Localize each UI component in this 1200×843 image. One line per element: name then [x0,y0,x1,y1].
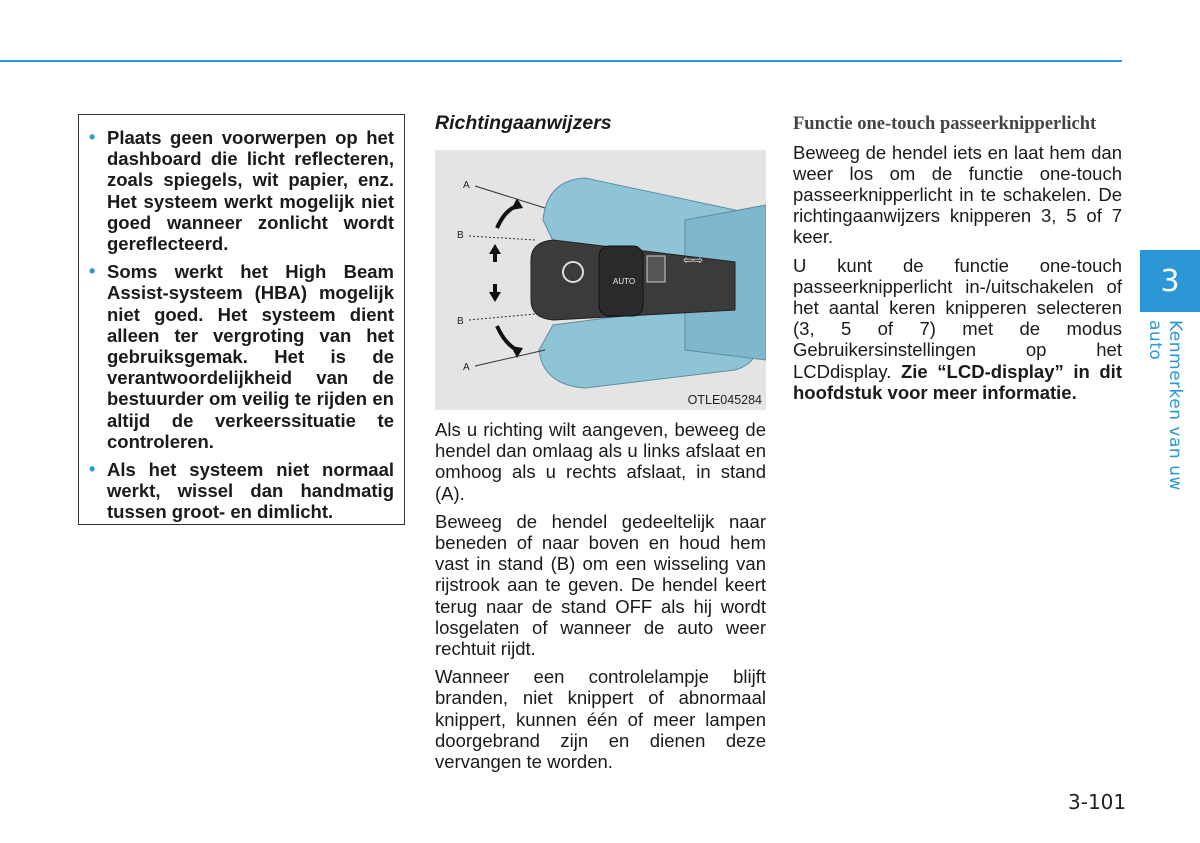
page-number: 3-101 [1068,790,1127,814]
label-a-top: A [463,180,470,191]
warning-item [89,261,394,452]
middle-column [435,112,766,779]
up-arrow-icon [489,244,501,254]
body-paragraph: Als u richting wilt aangeven, beweeg de hendel dan omlaag als u links afslaat en omhoog als u rechts afslaat, in stand (A). [435,419,766,504]
curve-up-arrowhead-icon [511,198,523,210]
auto-switch [647,256,665,282]
cross-reference: Zie “LCD-display” in dit hoofdstuk voor meer informatie. [793,360,1122,403]
chapter-label: Kenmerken van uw auto [1145,320,1185,491]
subsection-title: Functie one-touch passeerknipperlicht [793,114,1097,134]
auto-label: AUTO [613,277,636,286]
right-column [793,114,1122,410]
leader-b-bottom [469,314,535,320]
chapter-tab [1140,250,1200,312]
warning-item-text: Plaats geen voorwerpen op het dashboard die licht reflecteren, zoals spiegels, wit papier, enz. Het systeem werkt mogelijk niet goed wanneer zonlicht wordt gereflecteerd. [107,127,394,255]
paragraph-text: U kunt de functie one-touch passeerknipperlicht in-/uitschakelen of het aantal keren knipperen selecteren (3, 5 of 7) met de modus Gebruikersinstellingen op het LCDdisplay. [793,254,1122,382]
label-b-top: B [457,230,464,241]
body-paragraph [793,255,1122,403]
body-paragraph: Wanneer een controlelampje blijft branden, niet knippert of abnormaal knippert, kunnen één of meer lampen doorgebrand zijn en dienen deze vervangen te worden. [435,666,766,773]
curve-down-arrow-icon [497,326,517,350]
body-paragraph: Beweeg de hendel iets en laat hem dan weer los om de functie one-touch passeerknipperlicht in te schakelen. De richtingaanwijzers knipperen 3, 5 of 7 keer. [793,141,1122,248]
up-arrow-shaft-icon [493,254,497,262]
turn-arrows-icon: ⇦⇨ [683,253,704,267]
chapter-number: 3 [1160,263,1180,299]
section-title: Richtingaanwijzers [435,112,612,134]
down-arrow-shaft-icon [493,284,497,292]
label-a-bottom: A [463,362,470,373]
warning-item [89,127,394,254]
stalk-illustration [435,150,766,410]
leader-a-top [475,186,545,208]
top-rule [0,60,1122,62]
warning-item-text: Soms werkt het High Beam Assist-systeem (HBA) mogelijk niet goed. Het systeem dient alleen ter vergroting van het gebruiksgemak. Het is de verantwoordelijkheid van de bestuurder om veilig te rijden en altijd de verkeerssituatie te controleren. [107,261,394,452]
bullet-icon: • [89,459,96,480]
label-b-bottom: B [457,316,464,327]
figure-code: OTLE045284 [687,393,762,407]
leader-a-bottom [475,350,545,366]
body-paragraph: Beweeg de hendel gedeeltelijk naar beneden of naar boven en houd hem vast in stand (B) om een wisseling van rijstrook aan te geven. De hendel keert terug naar de stand OFF als hij wordt losgelaten of wanneer de auto weer rechtuit rijdt. [435,510,766,660]
warning-item-text: Als het systeem niet normaal werkt, wissel dan handmatig tussen groot- en dimlicht. [107,459,394,523]
warning-box [78,114,405,525]
down-arrow-icon [489,292,501,302]
bullet-icon: • [89,261,96,282]
bullet-icon: • [89,127,96,147]
warning-list [89,127,394,523]
warning-item [89,459,394,523]
turn-signal-figure [435,150,766,410]
leader-b-top [469,236,535,240]
